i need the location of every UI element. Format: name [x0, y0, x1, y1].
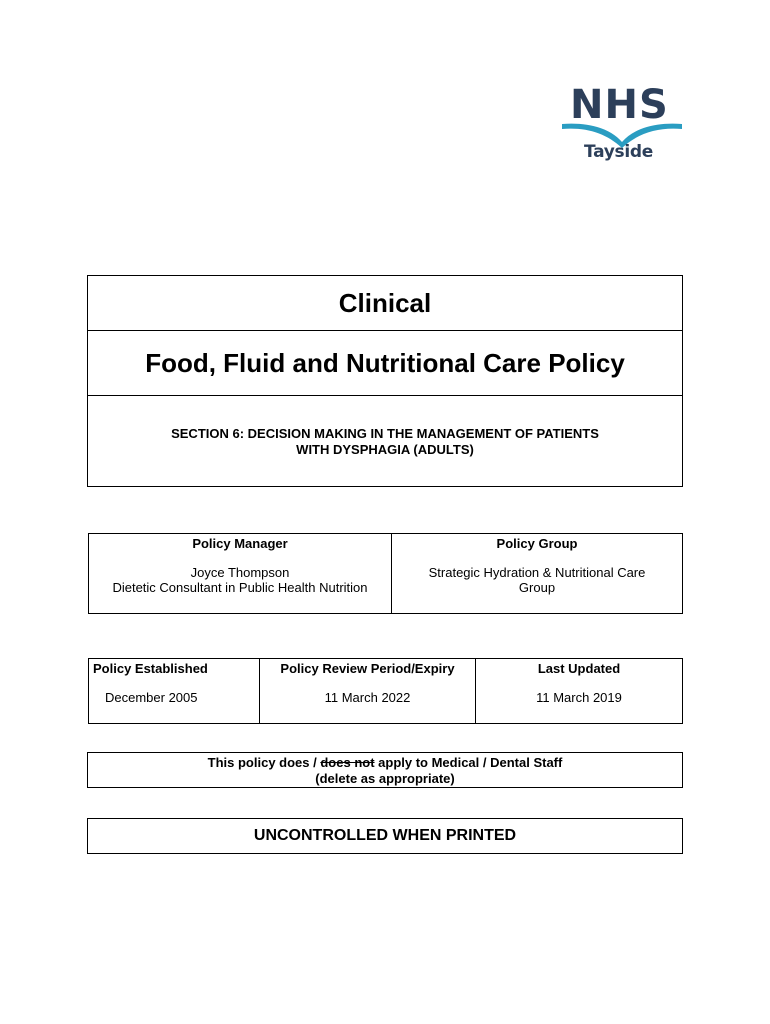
updated-value: 11 March 2019 — [536, 690, 622, 705]
policy-manager-cell — [89, 534, 392, 614]
logo-tayside-text: Tayside — [584, 142, 653, 162]
applicability-prefix: This policy does / — [207, 755, 321, 770]
policy-group-label: Policy Group — [496, 536, 578, 551]
updated-label: Last Updated — [537, 661, 621, 676]
section-heading-line2: WITH DYSPHAGIA (ADULTS) — [296, 442, 474, 457]
policy-manager-name: Joyce Thompson — [190, 565, 290, 580]
review-value: 11 March 2022 — [324, 690, 411, 705]
policy-manager-role: Dietetic Consultant in Public Health Nutrition — [112, 580, 368, 595]
document-category: Clinical — [88, 276, 682, 331]
nhs-tayside-logo — [556, 84, 688, 166]
uncontrolled-notice: UNCONTROLLED WHEN PRINTED — [87, 818, 683, 854]
policy-owner-table — [88, 533, 683, 614]
title-box — [87, 275, 683, 487]
updated-cell — [476, 659, 683, 724]
section-heading-line1: SECTION 6: DECISION MAKING IN THE MANAGEMENT OF PATIENTS — [171, 426, 599, 441]
established-label: Policy Established — [93, 661, 208, 676]
section-heading — [88, 396, 682, 458]
applicability-note: (delete as appropriate) — [315, 771, 455, 786]
policy-group-line2: Group — [518, 580, 556, 595]
established-cell — [89, 659, 260, 724]
policy-group-cell — [392, 534, 683, 614]
applicability-struck-option: does not — [320, 755, 375, 770]
review-label: Policy Review Period/Expiry — [280, 661, 455, 676]
policy-group-line1: Strategic Hydration & Nutritional Care — [428, 565, 646, 580]
applicability-box — [87, 752, 683, 788]
logo-nhs-text: NHS — [570, 82, 669, 128]
review-cell — [260, 659, 476, 724]
established-value: December 2005 — [105, 690, 198, 705]
document-title: Food, Fluid and Nutritional Care Policy — [88, 331, 682, 396]
policy-dates-table — [88, 658, 683, 724]
policy-manager-label: Policy Manager — [192, 536, 288, 551]
applicability-suffix: apply to Medical / Dental Staff — [374, 755, 563, 770]
applicability-statement — [88, 755, 682, 771]
